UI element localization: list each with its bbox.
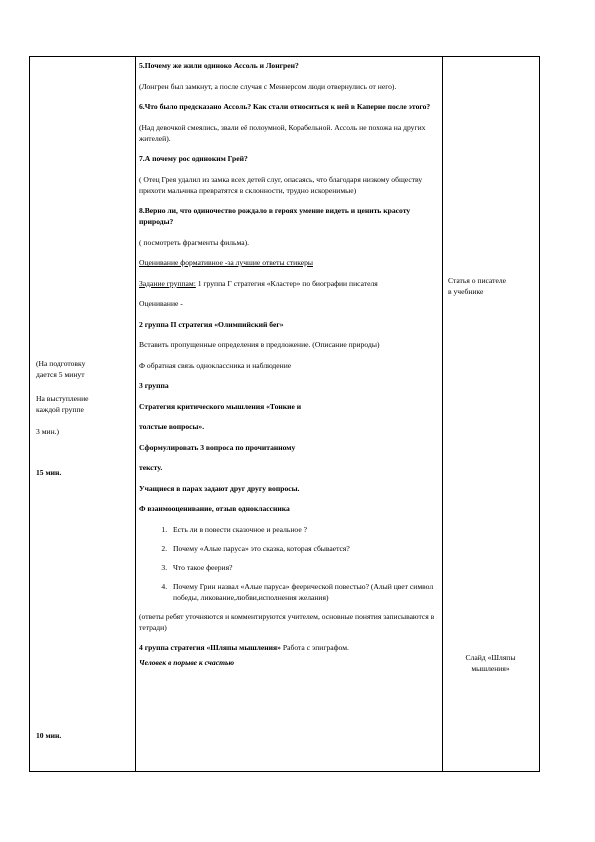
- group-2: 2 группа П стратегия «Олимпийский бег»: [139, 319, 284, 329]
- article-note: Статья о писателе в учебнике: [448, 276, 507, 296]
- question-6: 6.Что было предсказано Ассоль? Как стали относиться к ней в Каперне после этого?: [139, 102, 431, 111]
- lesson-table: [29, 56, 540, 772]
- group-task: [139, 278, 438, 289]
- answer-7: ( Отец Грея удалил из замка всех детей слуг, опасаясь, что благодаря низкому обществу прихоти мальчика превратятся в склонности, трудно искоренимые): [139, 174, 423, 195]
- feedback: Ф обратная связь одноклассника и наблюдение: [139, 360, 292, 370]
- list-item: 3. Что такое феерия?: [169, 562, 438, 573]
- list-item: 2. Почему «Алые паруса» это сказка, которая сбывается?: [169, 543, 438, 554]
- prep-note: (На подготовку дается 5 минут: [36, 359, 86, 379]
- question-list: [139, 524, 438, 603]
- time-column: [30, 57, 135, 771]
- question-7: 7.А почему рос одиноким Грей?: [139, 154, 248, 163]
- task-label: Задание группам:: [139, 278, 196, 288]
- content-column: [135, 57, 442, 771]
- formulate-1: Сформулировать 3 вопроса по прочитанному: [139, 442, 296, 452]
- speak-time: 3 мин.): [36, 427, 60, 436]
- answer-6: (Над девочкой смеялись, звали её полоумной, Корабельной. Ассоль не похожа на других жителей).: [139, 122, 426, 143]
- slide-note: Слайд «Шляпы мышления»: [465, 653, 516, 673]
- list-item: 4. Почему Грин назвал «Алые паруса» феерической повестью? (Алый цвет символ победы, ликование,любви,исполнения желания): [169, 581, 438, 603]
- clarify-note: (ответы ребят уточняются и комментируются учителем, основные понятия записываются в тетради): [139, 611, 435, 632]
- question-5: 5.Почему же жили одиноко Ассоль и Лонгрен?: [139, 61, 299, 70]
- time-15: 15 мин.: [36, 468, 62, 477]
- answer-5: (Лонгрен был замкнут, а после случая с Меннерсом люди отвернулись от него).: [139, 81, 397, 91]
- pairs: Учащиеся в парах задают друг другу вопросы.: [139, 483, 300, 493]
- resource-column: [442, 57, 539, 771]
- epigraph: Человек в порыве к счастью: [139, 658, 235, 667]
- formative-assessment: Оценивание формативное -за лучшие ответы стикеры: [139, 258, 313, 267]
- strategy-3a: Стратегия критического мышления «Тонкие и: [139, 401, 302, 411]
- strategy-3b: толстые вопросы».: [139, 422, 205, 431]
- group-4: 4 группа стратегия «Шляпы мышления» Работа с эпиграфом.: [139, 643, 349, 652]
- question-8: 8.Верно ли, что одиночество рождало в героях умение видеть и ценить красоту природы?: [139, 206, 411, 226]
- answer-8: ( посмотреть фрагменты фильма).: [139, 237, 250, 247]
- list-item: 1. Есть ли в повести сказочное и реальное ?: [169, 524, 438, 535]
- assessment-2: Оценивание -: [139, 299, 183, 308]
- formulate-2: тексту.: [139, 463, 163, 472]
- insert-task: Вставить пропущенные определения в предложение. (Описание природы): [139, 340, 380, 349]
- task-text: 1 группа Г стратегия «Кластер» по биографии писателя: [197, 278, 378, 288]
- speak-note: На выступление каждой группе: [36, 394, 89, 414]
- time-10: 10 мин.: [36, 731, 62, 740]
- group-3: 3 группа: [139, 381, 169, 390]
- mutual-assessment: Ф взаимооценивание, отзыв одноклассника: [139, 504, 290, 513]
